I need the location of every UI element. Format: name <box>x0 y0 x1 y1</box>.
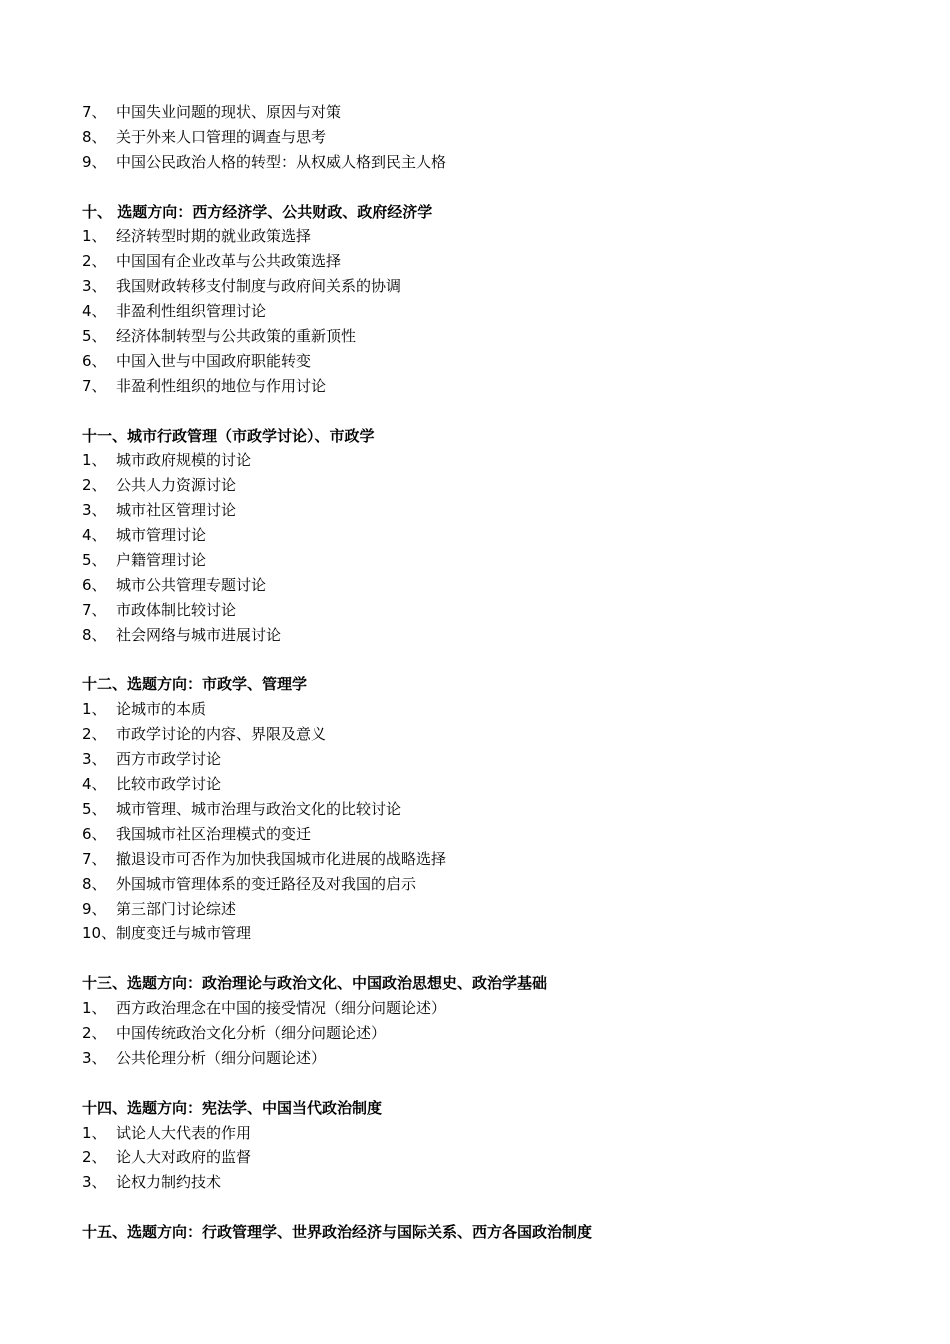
topic-section <box>82 424 902 648</box>
topic-item <box>82 349 902 374</box>
item-text: 非盈利性组织的地位与作用讨论 <box>116 376 327 395</box>
item-number: 4、 <box>82 302 107 321</box>
topic-item <box>82 797 902 822</box>
item-text: 论权力制约技术 <box>116 1173 222 1192</box>
item-number: 10、 <box>82 924 117 943</box>
item-text: 城市管理、城市治理与政治文化的比较讨论 <box>116 799 402 818</box>
item-number: 6、 <box>82 824 107 843</box>
item-number: 8、 <box>82 127 107 146</box>
item-text: 市政体制比较讨论 <box>116 600 237 619</box>
section-heading: 十二、选题方向：市政学、管理学 <box>82 675 308 694</box>
item-text: 城市社区管理讨论 <box>116 501 237 520</box>
section-heading: 十一、城市行政管理（市政学讨论）、市政学 <box>82 426 375 445</box>
item-text: 城市政府规模的讨论 <box>116 451 252 470</box>
item-text: 公共伦理分析（细分问题论述） <box>116 1048 327 1067</box>
item-number: 7、 <box>82 103 107 121</box>
topic-item <box>82 996 902 1021</box>
item-text: 非盈利性组织管理讨论 <box>116 302 267 321</box>
topic-item <box>82 1021 902 1046</box>
topic-sections <box>82 200 902 1245</box>
topic-item <box>82 100 902 125</box>
topic-item <box>82 1046 902 1071</box>
item-text: 我国城市社区治理模式的变迁 <box>116 824 312 843</box>
item-text: 论城市的本质 <box>116 700 207 719</box>
section-heading: 十、 选题方向：西方经济学、公共财政、政府经济学 <box>82 202 433 221</box>
item-text: 试论人大代表的作用 <box>116 1123 252 1142</box>
item-text: 中国传统政治文化分析（细分问题论述） <box>116 1023 387 1042</box>
section-heading: 十三、选题方向：政治理论与政治文化、中国政治思想史、政治学基础 <box>82 974 548 993</box>
topic-item <box>82 548 902 573</box>
item-number: 8、 <box>82 625 107 644</box>
section-heading: 十五、选题方向：行政管理学、世界政治经济与国际关系、西方各国政治制度 <box>82 1223 593 1242</box>
item-text: 关于外来人口管理的调查与思考 <box>116 127 327 146</box>
item-text: 户籍管理讨论 <box>116 551 207 570</box>
topic-item <box>82 697 902 722</box>
item-number: 7、 <box>82 376 107 395</box>
item-text: 市政学讨论的内容、界限及意义 <box>116 725 327 744</box>
item-number: 4、 <box>82 526 107 545</box>
topic-item <box>82 822 902 847</box>
topic-item <box>82 921 902 946</box>
topic-item <box>82 573 902 598</box>
item-number: 5、 <box>82 799 107 818</box>
topic-item <box>82 722 902 747</box>
item-number: 3、 <box>82 1048 107 1067</box>
item-number: 8、 <box>82 874 107 893</box>
topic-section <box>82 672 902 946</box>
item-number: 5、 <box>82 327 107 346</box>
item-number: 3、 <box>82 501 107 520</box>
item-text: 城市管理讨论 <box>116 526 207 545</box>
topic-item <box>82 747 902 772</box>
continued-topic-list <box>82 100 902 175</box>
topic-section <box>82 1220 902 1245</box>
topic-item <box>82 523 902 548</box>
item-number: 9、 <box>82 899 107 918</box>
item-text: 比较市政学讨论 <box>116 775 222 794</box>
item-text: 经济体制转型与公共政策的重新顶性 <box>116 327 357 346</box>
item-text: 城市公共管理专题讨论 <box>116 575 267 594</box>
item-text: 中国入世与中国政府职能转变 <box>116 351 312 370</box>
item-number: 1、 <box>82 1123 107 1142</box>
item-text: 西方政治理念在中国的接受情况（细分问题论述） <box>116 999 447 1018</box>
item-number: 2、 <box>82 476 107 495</box>
topic-item <box>82 598 902 623</box>
item-number: 6、 <box>82 575 107 594</box>
item-number: 2、 <box>82 725 107 744</box>
topic-item <box>82 374 902 399</box>
item-text: 中国失业问题的现状、原因与对策 <box>116 103 342 121</box>
item-text: 撤退设市可否作为加快我国城市化进展的战略选择 <box>116 849 447 868</box>
topic-item <box>82 249 902 274</box>
item-text: 论人大对政府的监督 <box>116 1148 252 1167</box>
item-number: 1、 <box>82 999 107 1018</box>
topic-item <box>82 1121 902 1146</box>
topic-item <box>82 498 902 523</box>
item-text: 西方市政学讨论 <box>116 750 222 769</box>
topic-item <box>82 448 902 473</box>
item-number: 2、 <box>82 1148 107 1167</box>
item-text: 社会网络与城市进展讨论 <box>116 625 282 644</box>
topic-item <box>82 473 902 498</box>
topic-section <box>82 971 902 1071</box>
item-text: 第三部门讨论综述 <box>116 899 237 918</box>
topic-item <box>82 897 902 922</box>
topic-item <box>82 274 902 299</box>
item-number: 3、 <box>82 750 107 769</box>
section-heading: 十四、选题方向：宪法学、中国当代政治制度 <box>82 1098 383 1117</box>
item-number: 3、 <box>82 277 107 296</box>
item-text: 制度变迁与城市管理 <box>116 924 252 943</box>
topic-item <box>82 125 902 150</box>
topic-item <box>82 623 902 648</box>
topic-item <box>82 299 902 324</box>
item-number: 5、 <box>82 551 107 570</box>
item-number: 3、 <box>82 1173 107 1192</box>
topic-item <box>82 772 902 797</box>
item-text: 公共人力资源讨论 <box>116 476 237 495</box>
item-number: 1、 <box>82 700 107 719</box>
item-number: 9、 <box>82 152 107 171</box>
item-text: 外国城市管理体系的变迁路径及对我国的启示 <box>116 874 417 893</box>
item-number: 7、 <box>82 600 107 619</box>
item-number: 1、 <box>82 227 107 246</box>
topic-item <box>82 324 902 349</box>
item-number: 2、 <box>82 1023 107 1042</box>
item-number: 1、 <box>82 451 107 470</box>
item-number: 4、 <box>82 775 107 794</box>
topic-section <box>82 1096 902 1196</box>
item-text: 我国财政转移支付制度与政府间关系的协调 <box>116 277 402 296</box>
topic-section <box>82 200 902 399</box>
item-number: 7、 <box>82 849 107 868</box>
topic-item <box>82 847 902 872</box>
topic-item <box>82 150 902 175</box>
item-text: 中国国有企业改革与公共政策选择 <box>116 252 342 271</box>
document-body <box>82 100 902 1245</box>
topic-item <box>82 872 902 897</box>
topic-item <box>82 1170 902 1195</box>
item-text: 中国公民政治人格的转型：从权威人格到民主人格 <box>116 152 447 171</box>
item-text: 经济转型时期的就业政策选择 <box>116 227 312 246</box>
topic-item <box>82 224 902 249</box>
topic-item <box>82 1145 902 1170</box>
item-number: 2、 <box>82 252 107 271</box>
item-number: 6、 <box>82 351 107 370</box>
